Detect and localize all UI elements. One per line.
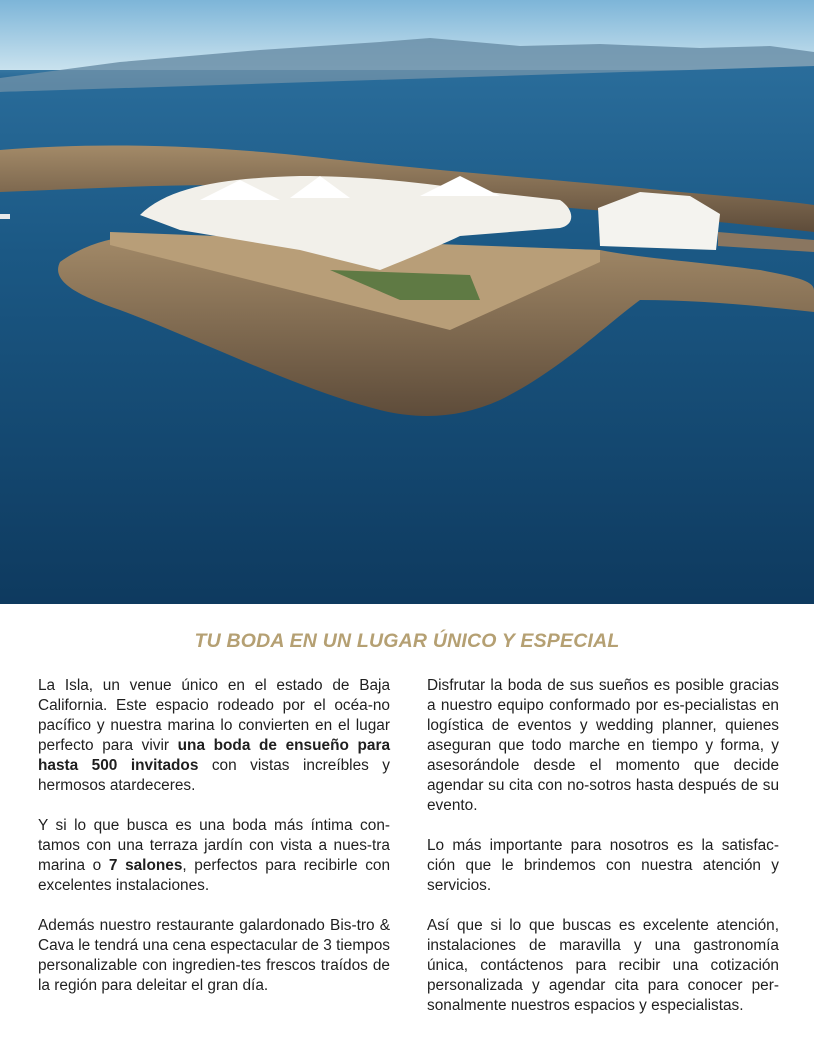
left-p2-text-a: Y si lo que busca es una boda más íntima con-tamos con una terraza jardín con vista a nues-tra marina o — [38, 817, 390, 874]
left-paragraph-1 — [38, 676, 390, 796]
left-p2-bold: 7 salones — [108, 857, 183, 874]
boat — [0, 214, 10, 219]
right-column — [427, 676, 779, 1036]
left-paragraph-2 — [38, 816, 390, 896]
left-p2-text-b: , perfectos para recibirle con excelentes instalaciones. — [38, 857, 391, 894]
left-p1-text-a: La Isla, un venue único en el estado de Baja California. Este espacio rodeado por el océa-no pacífico y nuestra marina lo convierten en el lugar perfecto para vivir — [38, 677, 390, 754]
right-paragraph-1: Disfrutar la boda de sus sueños es posible gracias a nuestro equipo conformado por es-pecialistas en logística de eventos y wedding planner, quienes aseguran que todo marche en tiempo y forma, y asesorándole desde el momento que decide agendar su cita con no-sotros hasta después de su evento. — [427, 677, 779, 814]
right-paragraph-2: Lo más importante para nosotros es la satisfac-ción que le brindemos con nuestra atención y servicios. — [427, 837, 779, 894]
left-p1-bold: una boda de ensueño para hasta 500 invitados — [38, 737, 390, 774]
left-column — [38, 676, 390, 1016]
page-title: TU BODA EN UN LUGAR ÚNICO Y ESPECIAL — [194, 630, 620, 652]
left-p1-text-b: con vistas increíbles y hermosos atardeceres. — [38, 757, 390, 794]
right-paragraph-3: Así que si lo que buscas es excelente atención, instalaciones de maravilla y una gastronomía única, contáctenos para recibir una cotización personalizada y agendar cita para conocer per-sonalmente nuestros espacios y especialistas. — [427, 917, 779, 1014]
left-paragraph-3: Además nuestro restaurante galardonado Bis-tro & Cava le tendrá una cena espectacular de 3 tiempos personalizable con ingredien-tes frescos traídos de la región para deleitar el gran día. — [38, 917, 390, 994]
